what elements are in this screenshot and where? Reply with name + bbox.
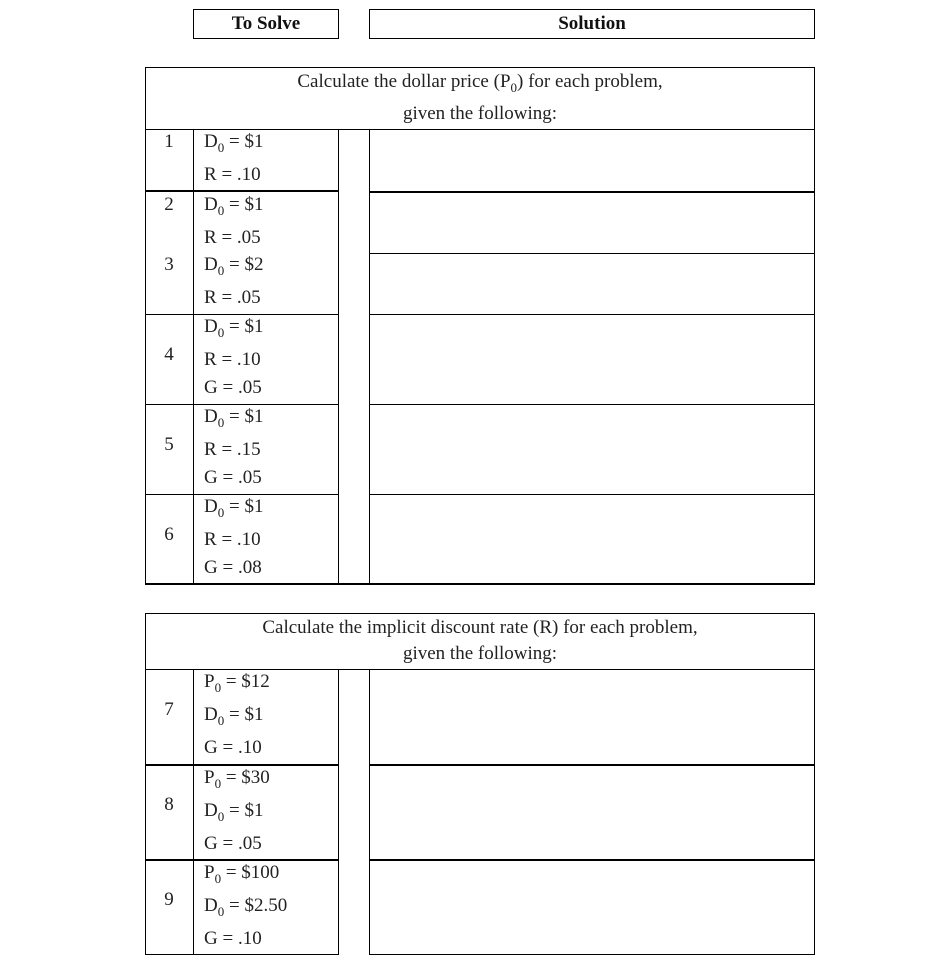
- table2-col-divider: [193, 669, 194, 955]
- given-value: $D_0$ = $1: [204, 316, 264, 340]
- problem-number: 2: [164, 194, 174, 215]
- table1-bottom-border: [145, 583, 815, 585]
- given-value: $D_0$ = $2.50: [204, 895, 288, 919]
- table1-title-line1: Calculate the dollar price $(P_0)$ for each problem,: [297, 71, 663, 95]
- problem-number: 5: [164, 434, 174, 455]
- solution-cell-4[interactable]: [370, 315, 814, 403]
- problem-number: 6: [164, 524, 174, 545]
- solution-header: Solution: [369, 9, 815, 39]
- problem-number: 4: [164, 344, 174, 365]
- table2-col-divider: [338, 669, 339, 955]
- given-value: $P_0$ = $12: [204, 671, 270, 695]
- row-divider: [145, 764, 339, 766]
- table2-title-line1: Calculate the implicit discount rate (R) for each problem,: [262, 617, 698, 638]
- table2-bottom-border: [145, 954, 339, 955]
- given-value: G = .05: [204, 833, 262, 854]
- given-value: G = .10: [204, 737, 262, 758]
- to-solve-header: To Solve: [193, 9, 339, 39]
- given-value: R = .05: [204, 287, 261, 308]
- table2-top-border: [145, 613, 815, 614]
- given-value: $D_0$ = $1: [204, 131, 264, 155]
- given-value: $P_0$ = $100: [204, 862, 280, 886]
- row-divider: [145, 190, 339, 192]
- table1-title-line2: given the following:: [402, 103, 558, 124]
- given-value: R = .10: [204, 349, 261, 370]
- table1-col-divider: [338, 129, 339, 584]
- given-value: $D_0$ = $1: [204, 704, 264, 728]
- problem-number: 8: [164, 794, 174, 815]
- given-value: G = .08: [204, 557, 262, 578]
- table2-bottom-border: [369, 954, 815, 955]
- given-value: R = .10: [204, 164, 261, 185]
- given-value: $D_0$ = $1: [204, 496, 264, 520]
- table1-col-divider: [193, 129, 194, 584]
- row-divider: [145, 314, 339, 315]
- given-value: G = .05: [204, 467, 262, 488]
- table1-right-border: [814, 67, 815, 584]
- problem-number: 3: [164, 254, 174, 275]
- row-divider: [145, 494, 339, 495]
- solution-cell-1[interactable]: [370, 130, 814, 190]
- given-value: R = .10: [204, 529, 261, 550]
- given-value: G = .05: [204, 377, 262, 398]
- table1-top-border: [145, 67, 815, 68]
- given-value: R = .15: [204, 439, 261, 460]
- given-value: $D_0$ = $1: [204, 800, 264, 824]
- solution-cell-8[interactable]: [370, 766, 814, 858]
- given-value: R = .05: [204, 227, 261, 248]
- given-value: $D_0$ = $2: [204, 254, 264, 278]
- solution-cell-7[interactable]: [370, 670, 814, 763]
- solution-cell-2[interactable]: [370, 193, 814, 252]
- problem-number: 9: [164, 889, 174, 910]
- row-divider: [145, 404, 339, 405]
- table2-title-line2: given the following:: [402, 643, 558, 664]
- solution-cell-5[interactable]: [370, 405, 814, 493]
- problem-number: 7: [164, 699, 174, 720]
- solution-cell-6[interactable]: [370, 495, 814, 582]
- solution-cell-3[interactable]: [370, 254, 814, 313]
- problem-number: 1: [164, 131, 174, 152]
- given-value: $P_0$ = $30: [204, 767, 270, 791]
- row-divider: [145, 859, 339, 861]
- given-value: G = .10: [204, 928, 262, 949]
- given-value: $D_0$ = $1: [204, 406, 264, 430]
- solution-cell-9[interactable]: [370, 861, 814, 953]
- given-value: $D_0$ = $1: [204, 194, 264, 218]
